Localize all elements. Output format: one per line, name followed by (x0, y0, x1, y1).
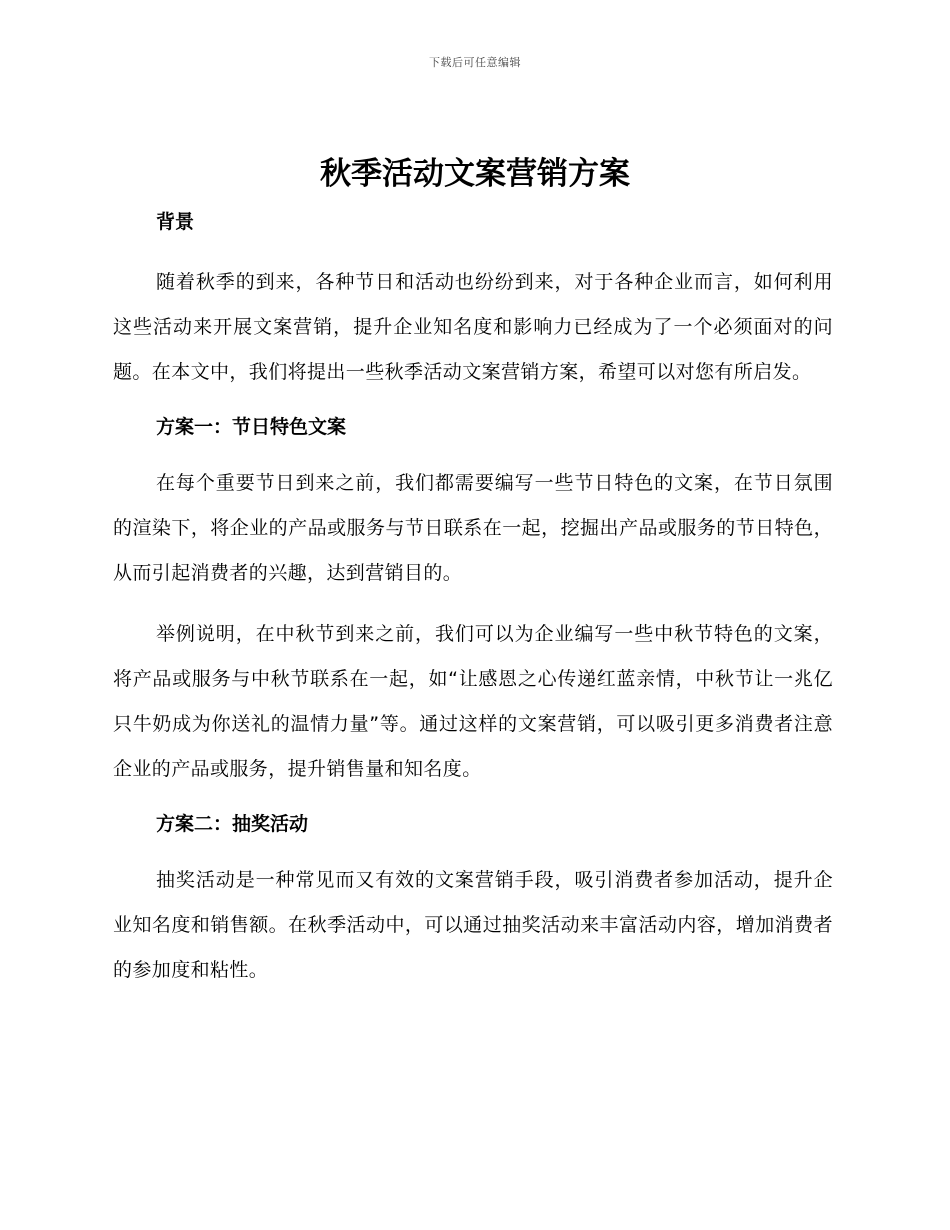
section-heading-plan-one: 方案一：节日特色文案 (156, 416, 347, 438)
paragraph-plan-two-intro: 抽奖活动是一种常见而又有效的文案营销手段，吸引消费者参加活动，提升企业知名度和销售额。在秋季活动中，可以通过抽奖活动来丰富活动内容，增加消费者的参加度和粘性。 (113, 869, 833, 981)
section-heading-plan-two: 方案二：抽奖活动 (156, 813, 309, 835)
paragraph-plan-one-example: 举例说明，在中秋节到来之前，我们可以为企业编写一些中秋节特色的文案，将产品或服务与中秋节联系在一起，如“让感恩之心传递红蓝亲情，中秋节让一兆亿只牛奶成为你送礼的温情力量”等。通过这样的文案营销，可以吸引更多消费者注意企业的产品或服务，提升销售量和知名度。 (113, 623, 833, 780)
paragraph-background: 随着秋季的到来，各种节日和活动也纷纷到来，对于各种企业而言，如何利用这些活动来开展文案营销，提升企业知名度和影响力已经成为了一个必须面对的问题。在本文中，我们将提出一些秋季活动文案营销方案，希望可以对您有所启发。 (113, 271, 833, 383)
header-note: 下载后可任意编辑 (429, 56, 521, 69)
document-body (113, 206, 833, 993)
section-heading-background: 背景 (156, 211, 195, 233)
document-title: 秋季活动文案营销方案 (320, 156, 630, 192)
paragraph-plan-one-intro: 在每个重要节日到来之前，我们都需要编写一些节日特色的文案，在节日氛围的渲染下，将企业的产品或服务与节日联系在一起，挖掘出产品或服务的节日特色，从而引起消费者的兴趣，达到营销目的。 (113, 472, 833, 584)
